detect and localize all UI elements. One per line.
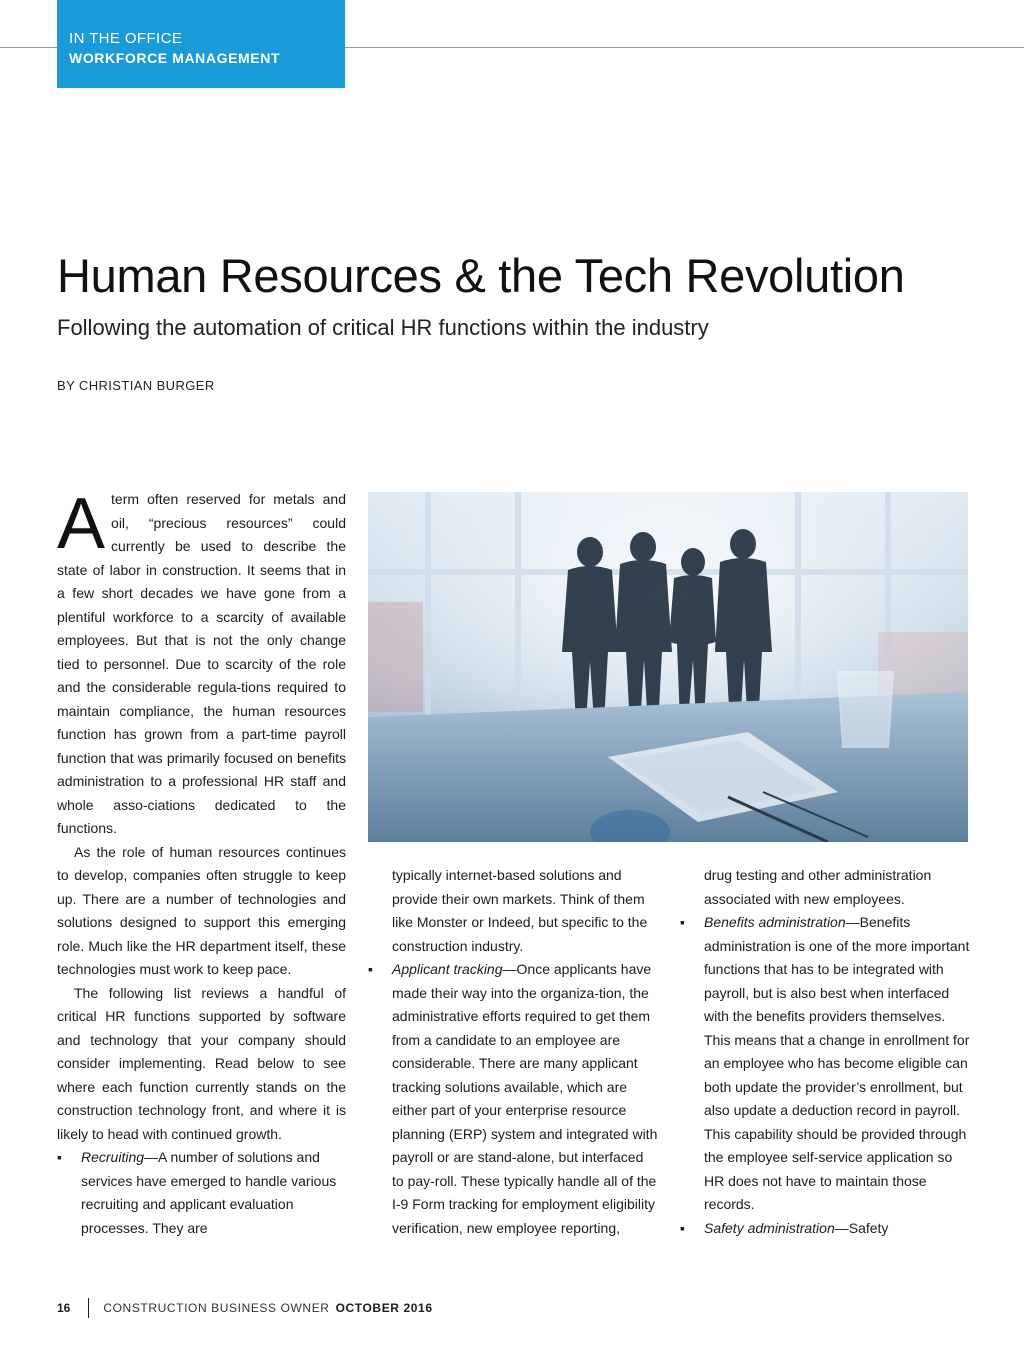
section-label: IN THE OFFICE (69, 30, 183, 47)
office-team-photo (368, 492, 968, 842)
paragraph-2: As the role of human resources continues to develop, companies often struggle to keep up. There are a number of technologies and solutions designed to support this emerging role. Much like the HR department itself, these technologies must work to keep pace. (57, 843, 346, 977)
bullet-applicant-tracking: ▪ Applicant tracking—Once applicants have made their way into the organiza-tion, the administrative efforts required to get them from a candidate to an employee are considerable. There are many applicant tracking solutions available, which are either part of your enterprise resource planning (ERP) system and integrated with payroll or are stand-alone, but interfaced to pay-roll. These typically handle all of the I-9 Form tracking for employment eligibility verification, new employee reporting, (368, 958, 658, 1240)
bullet-term: Benefits administration (704, 914, 846, 930)
bullet-term: Applicant tracking (392, 961, 503, 977)
section-tag (57, 0, 345, 88)
article-subtitle: Following the automation of critical HR functions within the industry (57, 315, 709, 340)
article-title: Human Resources & the Tech Revolution (57, 249, 905, 302)
bullet-safety-administration: ▪ Safety administration—Safety (680, 1217, 970, 1241)
issue-date: OCTOBER 2016 (335, 1301, 433, 1315)
intro-paragraph: Aterm often reserved for metals and oil, “precious resources” could currently be used to describe the state of labor in construction. It seems that in a few short decades we have gone from a plentiful workforce to a scarcity of available employees. But that is not the only change tied to personnel. Due to scarcity of the role and the considerable regula-tions required to maintain compliance, the human resources function has grown from a part-time payroll function that was primarily focused on benefits administration to a professional HR staff and whole asso-ciations dedicated to the functions. (57, 484, 346, 836)
section-sublabel: WORKFORCE MANAGEMENT (69, 50, 281, 66)
drop-cap: A (57, 484, 106, 564)
bullet-icon: ▪ (57, 1149, 62, 1165)
bullet-icon: ▪ (680, 1219, 685, 1236)
byline: BY CHRISTIAN BURGER (57, 378, 215, 393)
recruiting-continued: typically internet-based solutions and provide their own markets. Think of them like Monster or Indeed, but specific to the construction industry. (392, 867, 648, 954)
paragraph-3: The following list reviews a handful of critical HR functions supported by software and technology that your company should consider implementing. Read below to see where each function currently stands on the construction technology front, and where it is likely to head with continued growth. (57, 984, 346, 1142)
bullet-benefits-administration: ▪ Benefits administration—Benefits administration is one of the more important functions that has to be integrated with payroll, but is also best when interfaced with the benefits providers themselves. This means that a change in enrollment for an employee who has become eligible can both update the provider’s enrollment, but also update a deduction record in payroll. This capability should be provided through the employee self-service application so HR does not have to maintain those records. (680, 911, 970, 1217)
column-2 (368, 864, 658, 1240)
tracking-continued: drug testing and other administration associated with new employees. (704, 867, 932, 907)
page-footer (57, 1296, 433, 1320)
page-number: 16 (57, 1301, 71, 1315)
column-3 (680, 864, 970, 1240)
bullet-icon: ▪ (680, 914, 685, 930)
bullet-term: Safety administration (704, 1219, 835, 1236)
bullet-term: Recruiting (81, 1149, 145, 1165)
column-1 (57, 484, 346, 1240)
footer-divider (88, 1298, 89, 1318)
bullet-recruiting: ▪ Recruiting—A number of solutions and services have emerged to handle various recruiting and applicant evaluation processes. They are (57, 1146, 346, 1240)
bullet-icon: ▪ (368, 961, 373, 977)
publication-name: CONSTRUCTION BUSINESS OWNER (103, 1301, 330, 1315)
